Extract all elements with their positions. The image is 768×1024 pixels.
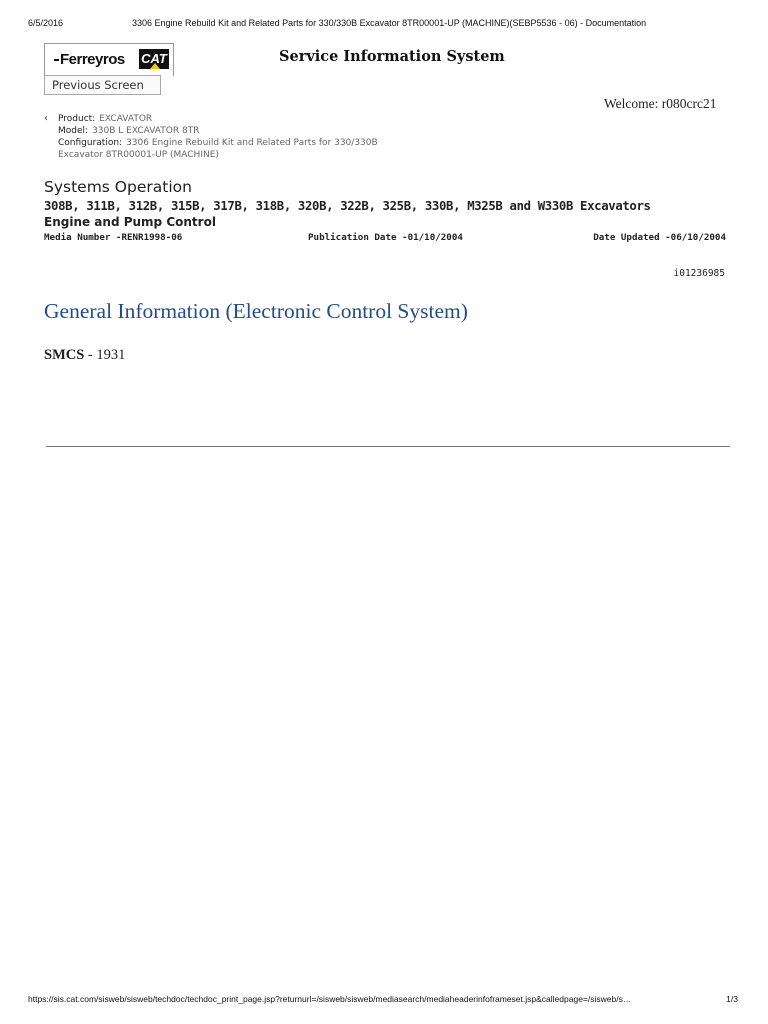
product-label: Product: — [58, 114, 96, 124]
breadcrumb-configuration-cont — [44, 149, 444, 161]
model-value: 330B L EXCAVATOR 8TR — [92, 126, 200, 136]
smcs-value: - 1931 — [84, 347, 126, 363]
print-doc-title: 3306 Engine Rebuild Kit and Related Parts for 330/330B Excavator 8TR00001-UP (MACHINE)(SEBP5536 - 06) - Documentation — [132, 18, 647, 28]
print-date: 6/5/2016 — [28, 18, 64, 28]
breadcrumb-model — [44, 125, 444, 137]
print-url: https://sis.cat.com/sisweb/sisweb/techdoc/techdoc_print_page.jsp?returnurl=/sisweb/sisweb/mediasearch/mediaheaderinfoframeset.jsp&calledpage=/sisweb/s… — [28, 994, 632, 1004]
smcs-label: SMCS — [44, 347, 85, 363]
page-heading: General Information (Electronic Control System) — [44, 299, 468, 323]
document-meta — [44, 232, 726, 244]
cat-logo — [139, 49, 169, 69]
configuration-label: Configuration: — [58, 138, 123, 148]
model-list: 308B, 311B, 312B, 315B, 317B, 318B, 320B, 322B, 325B, 330B, M325B and W330B Excavators — [44, 199, 651, 213]
smcs-line — [44, 347, 125, 364]
cat-logo-text: CAT — [141, 51, 167, 66]
subject-title: Engine and Pump Control — [44, 215, 216, 229]
print-header — [28, 18, 738, 32]
chevron-left-icon[interactable]: ‹ — [44, 113, 48, 124]
previous-screen-button[interactable]: Previous Screen — [44, 75, 161, 95]
ferreyros-logo-text: Ferreyros — [60, 51, 125, 68]
date-updated: Date Updated -06/10/2004 — [593, 232, 726, 243]
app-title: Service Information System — [279, 48, 505, 65]
configuration-value: 3306 Engine Rebuild Kit and Related Parts for 330/330B — [126, 138, 378, 148]
document-id: i01236985 — [673, 268, 725, 279]
configuration-value-cont: Excavator 8TR00001-UP (MACHINE) — [58, 150, 219, 160]
publication-date: Publication Date -01/10/2004 — [308, 232, 463, 243]
ferreyros-logo — [54, 51, 125, 68]
breadcrumb — [44, 113, 444, 161]
media-number: Media Number -RENR1998-06 — [44, 232, 183, 243]
divider — [46, 446, 730, 447]
breadcrumb-product — [44, 113, 444, 125]
welcome-text: Welcome: r080crc21 — [604, 96, 717, 111]
product-value: EXCAVATOR — [99, 114, 153, 124]
print-footer — [28, 994, 738, 1008]
model-label: Model: — [58, 126, 89, 136]
page-number: 1/3 — [726, 994, 738, 1004]
breadcrumb-configuration — [44, 137, 444, 149]
cat-logo-triangle — [150, 63, 160, 69]
logo — [44, 43, 174, 76]
section-title: Systems Operation — [44, 178, 192, 196]
